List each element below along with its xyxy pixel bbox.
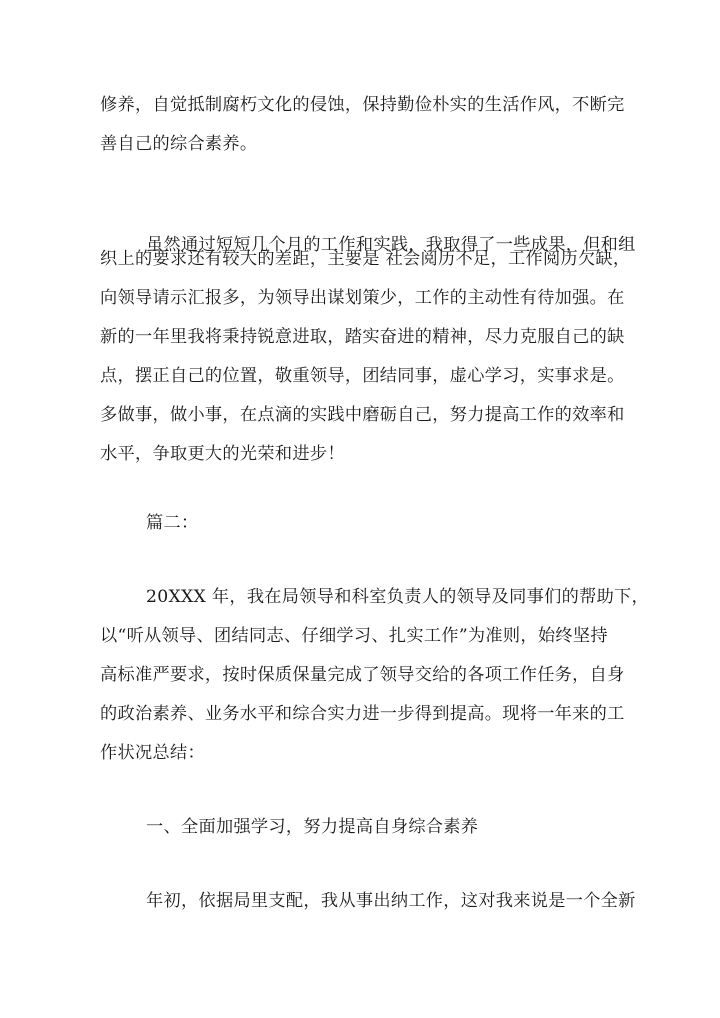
section-heading: 一、全面加强学习，努力提高自身综合素养 <box>146 817 479 837</box>
paragraph-line: 20XXX 年，我在局领导和科室负责人的领导及同事们的帮助下， <box>146 587 650 607</box>
paragraph-line: 修养，自觉抵制腐朽文化的侵蚀，保持勤俭朴实的生活作风，不断完 <box>100 95 625 115</box>
section-heading: 篇二： <box>146 513 199 533</box>
paragraph-line: 织上的要求还有较大的差距，主要是 社会阅历不足，工作阅历欠缺， <box>100 249 631 269</box>
paragraph-line: 虽然通过短短几个月的工作和实践，我取得了一些成果，但和组 <box>146 235 636 255</box>
paragraph-line: 善自己的综合素养。 <box>100 134 258 154</box>
paragraph-line: 以“听从领导、团结同志、仔细学习、扎实工作”为准则，始终坚持 <box>100 626 608 646</box>
paragraph-line: 作状况总结： <box>100 743 205 763</box>
paragraph-line: 向领导请示汇报多，为领导出谋划策少，工作的主动性有待加强。在 <box>100 288 625 308</box>
paragraph-line: 新的一年里我将秉持锐意进取，踏实奋进的精神，尽力克服自己的缺 <box>100 327 625 347</box>
paragraph-line: 的政治素养、业务水平和综合实力进一步得到提高。现将一年来的工 <box>100 704 625 724</box>
paragraph-line: 多做事，做小事，在点滴的实践中磨砺自己，努力提高工作的效率和 <box>100 405 625 425</box>
paragraph-line: 点，摆正自己的位置，敬重领导，团结同事，虚心学习，实事求是。 <box>100 366 625 386</box>
paragraph-line: 年初，依据局里支配，我从事出纳工作，这对我来说是一个全新 <box>146 891 636 911</box>
paragraph-line: 高标准严要求，按时保质保量完成了领导交给的各项工作任务，自身 <box>100 665 625 685</box>
paragraph-line: 水平，争取更大的光荣和进步！ <box>100 444 345 464</box>
